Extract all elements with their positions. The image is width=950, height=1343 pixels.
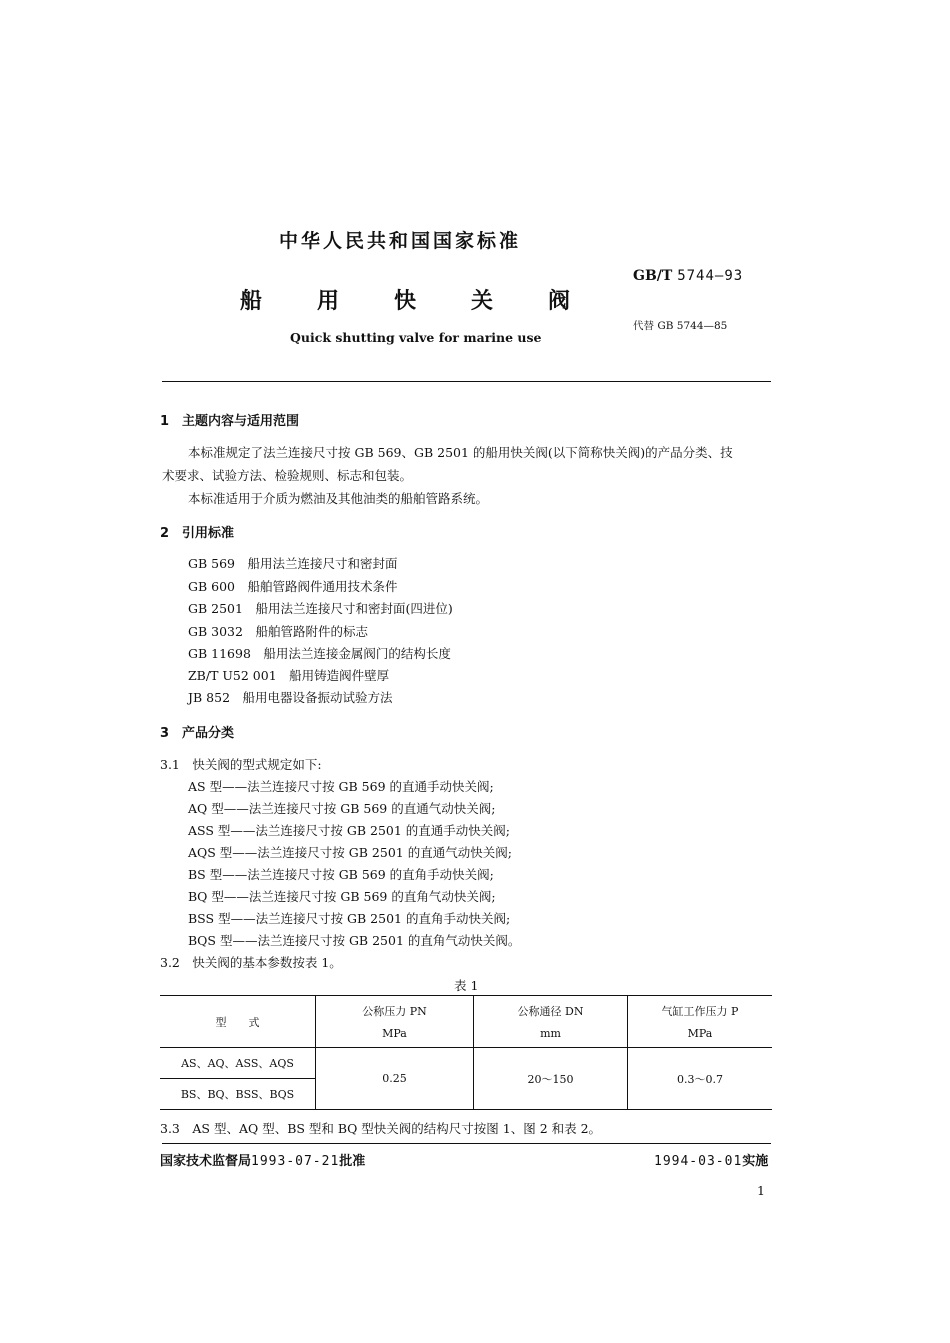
page-number: 1	[757, 1183, 765, 1198]
header-divider	[162, 381, 771, 382]
replaces-standard: 代替 GB 5744—85	[633, 320, 728, 332]
table-caption: 表 1	[454, 978, 479, 993]
table-cell-type-row-2: BS、BQ、BSS、BQS	[160, 1079, 316, 1110]
section-3-3: 3.3 AS 型、AQ 型、BS 型和 BQ 型快关阀的结构尺寸按图 1、图 2 和表 2。	[160, 1121, 602, 1136]
reference-item: ZB/T U52 001 船用铸造阀件壁厚	[188, 668, 390, 683]
reference-item: GB 569 船用法兰连接尺寸和密封面	[188, 556, 398, 571]
valve-type-item: BSS 型——法兰连接尺寸按 GB 2501 的直角手动快关阀;	[188, 911, 511, 926]
effective-date: 1994-03-01	[654, 1154, 743, 1169]
valve-type-item: BS 型——法兰连接尺寸按 GB 569 的直角手动快关阀;	[188, 867, 494, 882]
document-title: 船用快关阀	[240, 289, 626, 314]
table-header-dn-unit: mm	[540, 1027, 561, 1040]
section-1-paragraph-2: 本标准适用于介质为燃油及其他油类的船舶管路系统。	[188, 491, 489, 506]
standard-code	[633, 268, 743, 284]
table-header-dn-label: 公称通径 DN	[517, 1005, 584, 1018]
reference-item: JB 852 船用电器设备振动试验方法	[188, 690, 393, 705]
table-cell-dn: 20～150	[474, 1048, 628, 1110]
valve-type-item: ASS 型——法兰连接尺寸按 GB 2501 的直通手动快关阀;	[188, 823, 511, 838]
effective-line	[654, 1150, 768, 1169]
section-3-1: 3.1 快关阀的型式规定如下:	[160, 757, 322, 772]
table-cell-type-row-1: AS、AQ、ASS、AQS	[160, 1048, 316, 1079]
section-2-heading: 2 引用标准	[160, 526, 235, 541]
standard-code-prefix: GB/T	[633, 268, 673, 284]
valve-type-item: AS 型——法兰连接尺寸按 GB 569 的直通手动快关阀;	[188, 779, 494, 794]
section-3-heading: 3 产品分类	[160, 726, 235, 741]
reference-item: GB 11698 船用法兰连接金属阀门的结构长度	[188, 646, 451, 661]
valve-type-item: AQ 型——法兰连接尺寸按 GB 569 的直通气动快关阀;	[188, 801, 496, 816]
table-header-p-unit: MPa	[687, 1027, 713, 1040]
table-header-p-label: 气缸工作压力 P	[661, 1005, 739, 1018]
section-1-paragraph-1-line-1: 本标准规定了法兰连接尺寸按 GB 569、GB 2501 的船用快关阀(以下简称快关阀)的产品分类、技	[188, 445, 733, 460]
section-1-heading: 1 主题内容与适用范围	[160, 414, 300, 429]
parameter-table	[160, 995, 772, 1110]
valve-type-item: BQ 型——法兰连接尺寸按 GB 569 的直角气动快关阀;	[188, 889, 496, 904]
table-header-pn-label: 公称压力 PN	[362, 1005, 427, 1018]
section-1-paragraph-1-line-2: 术要求、试验方法、检验规则、标志和包装。	[162, 468, 413, 483]
table-header-type: 型 式	[160, 996, 316, 1048]
table-header-p	[628, 996, 773, 1048]
table-header-dn	[474, 996, 628, 1048]
effective-suffix: 实施	[742, 1154, 769, 1169]
approval-authority: 国家技术监督局	[160, 1154, 252, 1169]
reference-item: GB 600 船舶管路阀件通用技术条件	[188, 579, 398, 594]
approval-line	[160, 1150, 365, 1169]
national-standard-title: 中华人民共和国国家标准	[278, 230, 521, 252]
reference-item: GB 2501 船用法兰连接尺寸和密封面(四进位)	[188, 601, 453, 616]
table-cell-p: 0.3～0.7	[628, 1048, 773, 1110]
table-header-pn	[316, 996, 474, 1048]
valve-type-item: AQS 型——法兰连接尺寸按 GB 2501 的直通气动快关阀;	[188, 845, 512, 860]
document-title-english: Quick shutting valve for marine use	[290, 330, 542, 345]
standard-code-number: 5744—93	[677, 268, 744, 284]
approval-date: 1993-07-21	[251, 1154, 340, 1169]
reference-item: GB 3032 船舶管路附件的标志	[188, 624, 368, 639]
table-header-pn-unit: MPa	[382, 1027, 407, 1040]
valve-type-item: BQS 型——法兰连接尺寸按 GB 2501 的直角气动快关阀。	[188, 933, 521, 948]
footer-divider	[162, 1143, 771, 1144]
section-3-2: 3.2 快关阀的基本参数按表 1。	[160, 955, 342, 970]
table-cell-pn: 0.25	[316, 1048, 474, 1110]
approval-suffix: 批准	[339, 1154, 366, 1169]
